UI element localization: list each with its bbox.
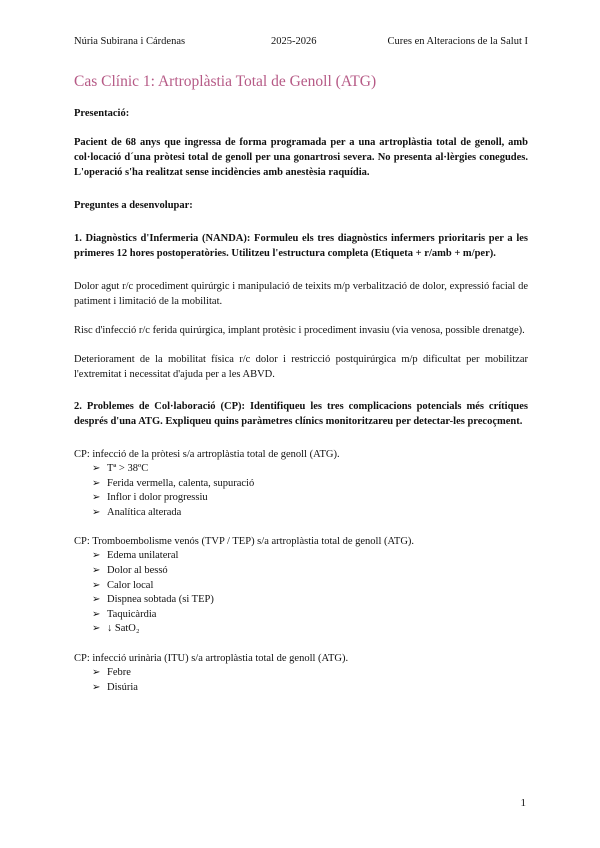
list-item: ➢ Dispnea sobtada (si TEP) [92,593,528,608]
questions-heading: Preguntes a desenvolupar: [74,200,193,211]
cp-thrombo-label: CP: Tromboembolisme venós (TVP / TEP) s/a artroplàstia total de genoll (ATG). [74,536,415,548]
cp-thrombo-list [74,549,528,637]
arrow-bullet-icon: ➢ [92,579,101,591]
arrow-bullet-icon: ➢ [92,477,101,489]
cp-infection-label: CP: infecció de la pròtesi s/a artroplàstia total de genoll (ATG). [74,449,340,460]
header-author: Núria Subirana i Cárdenas [74,36,186,47]
arrow-bullet-icon: ➢ [92,506,101,518]
header-course: Cures en Alteracions de la Salut I [387,36,528,47]
presentation-text: Pacient de 68 anys que ingressa de forma programada per a una artroplàstia total de genoll, amb col·locació d´una pròtesi total de genoll per una gonartrosi severa. No presenta al·lèrgies conegudes. L'operació s'ha realitzat sense incidències amb anestèsia raquídia. [74,137,528,178]
arrow-bullet-icon: ➢ [92,550,101,562]
diagnosis-answer-3: Deteriorament de la mobilitat física r/c dolor i restricció postquirúrgica m/p dificultat per mobilitzar l'extremitat i necessitat d'ajuda per a les ABVD. [74,354,528,380]
diagnosis-answer-1: Dolor agut r/c procediment quirúrgic i manipulació de teixits m/p verbalització de dolor, expressió facial de patiment i limitació de la mobilitat. [74,281,528,307]
list-item: ➢ Ferida vermella, calenta, supuració [92,477,528,492]
arrow-bullet-icon: ➢ [92,492,101,504]
question-1: 1. Diagnòstics d'Infermeria (NANDA): Formuleu els tres diagnòstics infermers prioritaris per a les primeres 12 hores postoperatòries. Utilitzeu l'estructura completa (Etiqueta + r/amb + m/per). [74,233,528,259]
page-header [74,36,528,52]
arrow-bullet-icon: ➢ [92,463,101,474]
list-item: ➢ Calor local [92,579,528,594]
arrow-bullet-icon: ➢ [92,608,101,620]
list-item: ➢ Disúria [92,681,528,696]
presentation-heading: Presentació: [74,108,130,119]
list-item: ➢ ↓ SatO₂ [92,622,528,637]
document-body [74,72,528,695]
arrow-bullet-icon: ➢ [92,681,101,693]
list-item: ➢ Edema unilateral [92,549,528,564]
list-item: ➢ Inflor i dolor progressiu [92,491,528,506]
header-year: 2025-2026 [271,36,317,47]
list-item: ➢ Dolor al bessó [92,564,528,579]
arrow-bullet-icon: ➢ [92,623,101,635]
cp-infection-list [74,462,528,520]
cp-uti-label: CP: infecció urinària (ITU) s/a artroplàstia total de genoll (ATG). [74,652,349,664]
list-item: ➢ Taquicàrdia [92,608,528,623]
question-2: 2. Problemes de Col·laboració (CP): Identifiqueu les tres complicacions potencials més crítiques després d'una ATG. Expliqueu quins paràmetres clínics monitoritzareu per detectar-les precoçment. [74,401,528,427]
list-item: ➢ Tª > 38ºC [92,462,528,477]
list-item: ➢ Febre [92,666,528,681]
document-title: Cas Clínic 1: Artroplàstia Total de Genoll (ATG) [74,73,377,90]
page-number: 1 [520,797,526,809]
arrow-bullet-icon: ➢ [92,666,101,678]
cp-uti-list [74,666,528,695]
diagnosis-answer-2: Risc d'infecció r/c ferida quirúrgica, implant protèsic i procediment invasiu (via venosa, possible drenatge). [74,325,525,336]
list-item: ➢ Analítica alterada [92,506,528,521]
arrow-bullet-icon: ➢ [92,594,101,606]
arrow-bullet-icon: ➢ [92,564,101,576]
